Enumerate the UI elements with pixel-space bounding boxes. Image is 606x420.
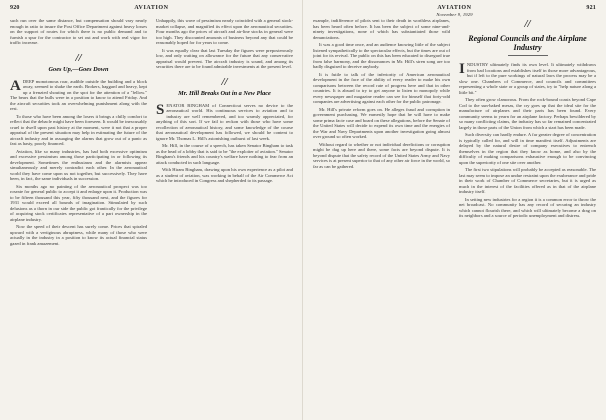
paragraph-text: NDUSTRY ultimately finds its own level. It ultimately withdraws from bad locations and establishes itself in those more advantageous, but if left to the pure workings of natural laws the process may be a slow one. Chambers of Commerce, and councils and committees representing a whole state or a group of states, try to "help nature along a little bit.": [459, 62, 596, 95]
section-separator: //: [75, 51, 82, 64]
paragraph: The first two stipulations will probably be accepted as reasonable. The last may seem to impose an undue restraint upon the exuberance and pride in their work of Chamber of Commerce secretaries, but it is urged as much in the interest of the facilities offered as in that of the airplane industry itself.: [459, 167, 596, 194]
paragraph: Mr. Hill's private reform goes on. He alleges fraud and corruption in government purchasing. We earnestly hope that he will have to make some prima facie case and board on these allegations, before the Senate of the United States will decide to expend its own time and the energies of the War and Navy Departments upon another investigation going almost over ground so often worked.: [313, 106, 450, 139]
right-page: [303, 0, 606, 420]
left-column-1: [10, 18, 147, 416]
paragraph: It is futile to talk of the inferiority of American aeronautical development in the face of the ability of every reader to make his own comparisons between the record rate of progress here and that in other countries. It is absurd to try to get anyone to listen to monopoly while every newspaper and magazine reader can see for himself that forty-odd companies are advertising against each other for the public patronage.: [313, 71, 450, 104]
lead-paragraph: [459, 62, 596, 95]
right-page-header: [313, 5, 596, 15]
paragraph: Unhappily, this wave of pessimism nearly coincided with a general stock-market collapse, and magnified its effect upon the aeronautical securities. Four months ago the prices of aircraft and air-line stocks in general were too high. They discounted amounts of business beyond any that could be reasonably hoped for for years to come.: [156, 18, 293, 45]
paragraph: Six months ago no painting of the aeronautical prospect was too roseate for general public to accept it and enlarge upon it. Production was to be fifteen thousand this year, fifty thousand next, and the figures for 1931 would exceed all bounds of imagination. Stimulated by such delusions as a thorn in our side the public got frantically for the privilege of acquiring stock certificates representative of a part ownership in the airplane industry.: [10, 183, 147, 222]
paragraph: Now the speed of their descent has surely come. Prices that spiraled upward with a vertiginous abruptness, while many of those who were actually in the industry in a position to know its actual financial status gazed in frank amazement.: [10, 224, 147, 246]
running-title: AVIATION: [437, 5, 472, 11]
lead-paragraph: [156, 103, 293, 142]
section-separator: //: [221, 75, 228, 88]
article-title: Goes Up,—Goes Down: [48, 65, 109, 73]
paragraph: Without regard to whether or not individual derelictions or corruption might be dug up here and there, some facts are beyond dispute. It is beyond dispute that the safety record of the United States Army and Navy services is at present superior to that of any other air force in the world, so far as can be gathered.: [313, 141, 450, 169]
paragraph: To those who have been among the losers it brings a chilly comfort to reflect that the debacle might have been foreseen. It would be inexcusably cruel to dwell upon past history at the moment, were it not that a proper appraisal of the present situation may help in estimating the future of the aircraft industry and in assuaging the alarms that grow out of a panic as fast as hasty, poorly financed.: [10, 113, 147, 146]
right-column-1: [313, 18, 450, 416]
paragraph: Such diversity can hardly endure. A far greater degree of concentration is typically called for, and will in time manifest itself. Adjustments are delayed by the natural desire of company executives to entrench themselves in the region that they know as home, and also by the difficulty of making comparisons exhaustive enough to be convincing upon the superiority of one site over another.: [459, 132, 596, 165]
section-separator: //: [524, 18, 531, 30]
paragraph: They often grow clamorous. From the rock-bound coasts beyond Cape Cod to the sun-baked mesas, the cry goes up that the ideal site for the manufacture of airplanes and their parts has been found. Every community seems to yearn for an airplane factory. Perhaps bewildered by so many conflicting claims, the industry has so far remained concentrated largely in those parts of the Union from which a start has been made.: [459, 97, 596, 130]
paragraph: example, indifference of pilots sent to their death in worthless airplanes, has been heard often before. It has been the subject of some nine-and-ninety investigations, none of which has substantiated those wild denunciations.: [313, 18, 450, 40]
paragraph: With Hiram Bingham, drawing upon his own experience as a pilot and as a student of aviation, was working in behalf of the Air Commerce Act which he introduced in Congress and shepherded to its passage.: [156, 167, 293, 183]
paragraph: In setting new industries for a region it is a common error to throw the net broadcast. No community has any record of securing an industry which cannot flourish there, and which will ultimately become a drag on its neighbors and a source of periodic unemployment and distress.: [459, 196, 596, 218]
title-rule: [508, 55, 548, 56]
paragraph: It was equally clear that last Tuesday the figures were preposterously low, and only waiting on allowance for the future that any conservative appraisal would prevent. The aircraft industry is sound, and among its securities there are to be found admirable investments at the present level.: [156, 47, 293, 69]
left-column-2: [156, 18, 293, 416]
page-number: 920: [10, 5, 20, 11]
left-page-header: [10, 5, 293, 15]
paragraph: Aviation, like so many industries, has had both excessive optimism and excessive pessimism among those participating in or following its development. Sometimes the enthusiasm and the alarmists appear simultaneously and merely contradict each other. In the aeronautical world they have come upon us not together, but successively. They have been, in fact, the same individuals in succession.: [10, 148, 147, 181]
page-number: 921: [586, 5, 596, 11]
running-title: AVIATION: [134, 5, 169, 11]
article-title: Mr. Hill Breaks Out in a New Place: [178, 89, 271, 97]
paragraph: Mr. Hill, in the course of a speech, has taken Senator Bingham to task as the head of a lobby that is said to be "the exploiter of aviation." Senator Bingham's friends and his country's welfare have nothing to fear from an attack conducted in such language.: [156, 143, 293, 165]
lead-paragraph: [10, 79, 147, 112]
paragraph-text: DEEP monotonous roar, audible outside the building and a block away, seemed to shake the earth. Brokers, haggard and heavy, kept up a frenzied shouting on the spot for the attention of a "fellow." The bears that the bulls were in a position to know to attend Friday. And the aircraft securities took an overwhelming punishment along with the rest.: [10, 78, 147, 111]
drop-cap: S: [156, 101, 165, 118]
paragraph: It was a good time once, and an audience knowing little of the subject listened sympathetically to the spectacular effects, but the times are out of joint for its revival. The public on this has been educated to disregard true from false harmony, and the dissonances in Mr. Hill's siren song are too badly disguised to deceive anybody.: [313, 42, 450, 69]
right-column-2: [459, 18, 596, 416]
paragraph-text: ENATOR BINGHAM of Connecticut serves no device to the aeronautical world. His continuous services to aviation and to industry are well remembered, and too warmly appreciated, for anything of this sort. If we fail to reckon with those who have some recollection of aeronautical history, and some knowledge of the course that aeronautical development has followed, we should be content to ignore Mr. Thomas L. Hill's astonishing outburst of last week.: [156, 102, 293, 141]
article-title: Regional Councils and the Airplane Industry: [468, 34, 587, 52]
paragraph: such run over the same distance, but compensation should vary nearly enough in ratio to insure the Post Office Department against heavy losses on the support of routes for which there is no public demand and to furnish a spur for the contractor to set out and work with real vigor for traffic increase.: [10, 18, 147, 45]
drop-cap: I: [459, 61, 465, 77]
issue-date: November 9, 1929: [436, 12, 473, 17]
drop-cap: A: [10, 77, 21, 94]
